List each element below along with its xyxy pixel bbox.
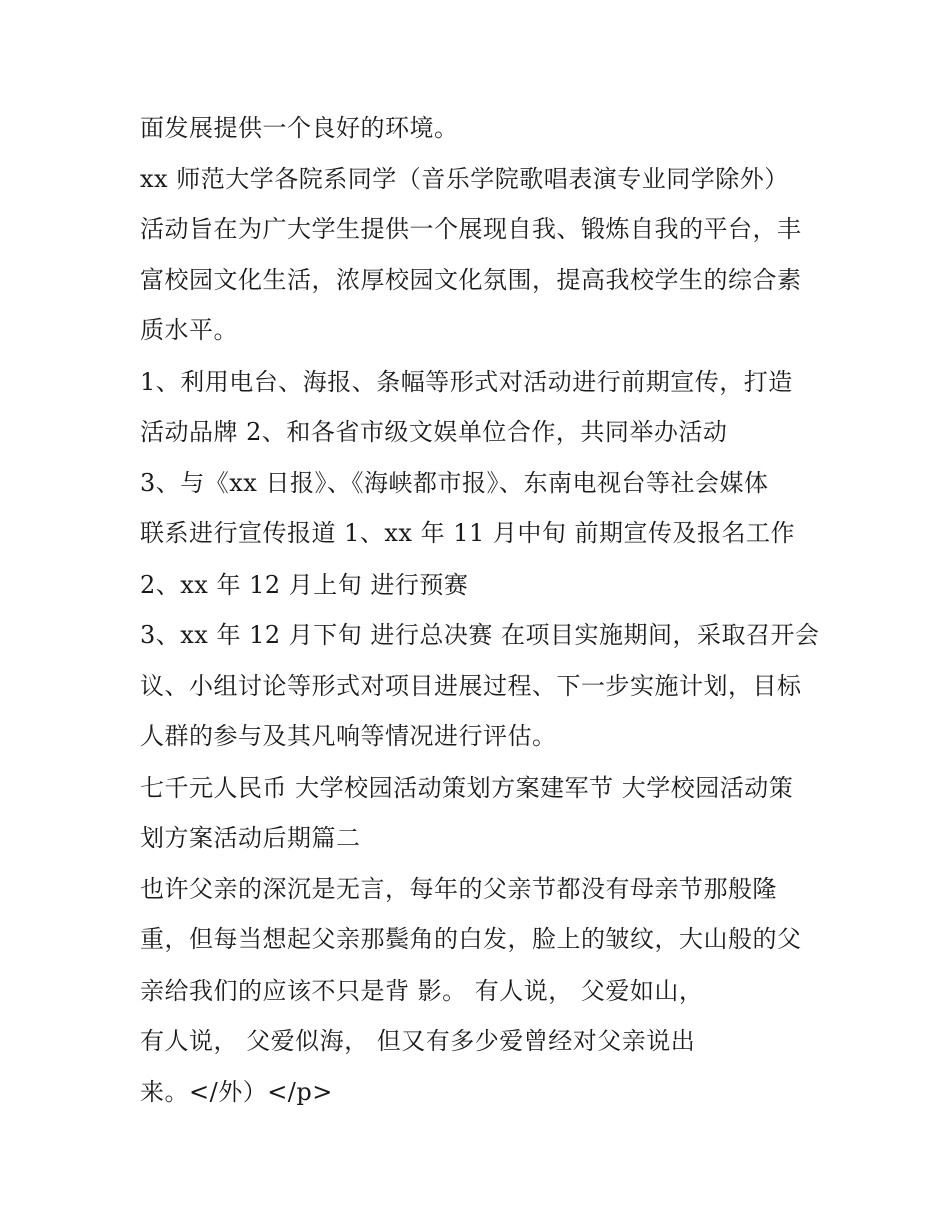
text-line: 有人说， 父爱似海， 但又有多少爱曾经对父亲说出 [140, 1027, 696, 1055]
text-line: xx 师范大学各院系同学（音乐学院歌唱表演专业同学除外） [140, 165, 789, 193]
text-line: 也许父亲的深沉是无言，每年的父亲节都没有母亲节那般隆 [140, 875, 777, 903]
text-line: 1、利用电台、海报、条幅等形式对活动进行前期宣传，打造 [140, 368, 793, 396]
text-line: 划方案活动后期篇二 [140, 824, 361, 852]
text-line: 2、xx 年 12 月上旬 进行预赛 [140, 571, 469, 599]
text-line: 富校园文化生活，浓厚校园文化氛围，提高我校学生的综合素 [140, 266, 802, 294]
text-line: 活动旨在为广大学生提供一个展现自我、锻炼自我的平台，丰 [140, 215, 802, 243]
text-line: 质水平。 [140, 316, 238, 344]
text-line: 来。</外）</p> [140, 1078, 333, 1106]
text-line: 3、xx 年 12 月下旬 进行总决赛 在项目实施期间，采取召开会 [140, 621, 820, 649]
text-line: 议、小组讨论等形式对项目进展过程、下一步实施计划，目标 [140, 672, 802, 700]
text-line: 活动品牌 2、和各省市级文娱单位合作，共同举办活动 [140, 418, 728, 446]
text-line: 联系进行宣传报道 1、xx 年 11 月中旬 前期宣传及报名工作 [140, 519, 796, 547]
text-line: 人群的参与及其凡响等情况进行评估。 [140, 722, 557, 750]
text-line: 重，但每当想起父亲那鬓角的白发，脸上的皱纹，大山般的父 [140, 925, 802, 953]
text-line: 面发展提供一个良好的环境。 [140, 114, 459, 142]
text-line: 七千元人民币 大学校园活动策划方案建军节 大学校园活动策 [140, 774, 794, 802]
text-line: 亲给我们的应该不只是背 影。 有人说， 父爱如山， [140, 977, 704, 1005]
text-line: 3、与《xx 日报》、《海峡都市报》、东南电视台等社会媒体 [140, 469, 769, 497]
